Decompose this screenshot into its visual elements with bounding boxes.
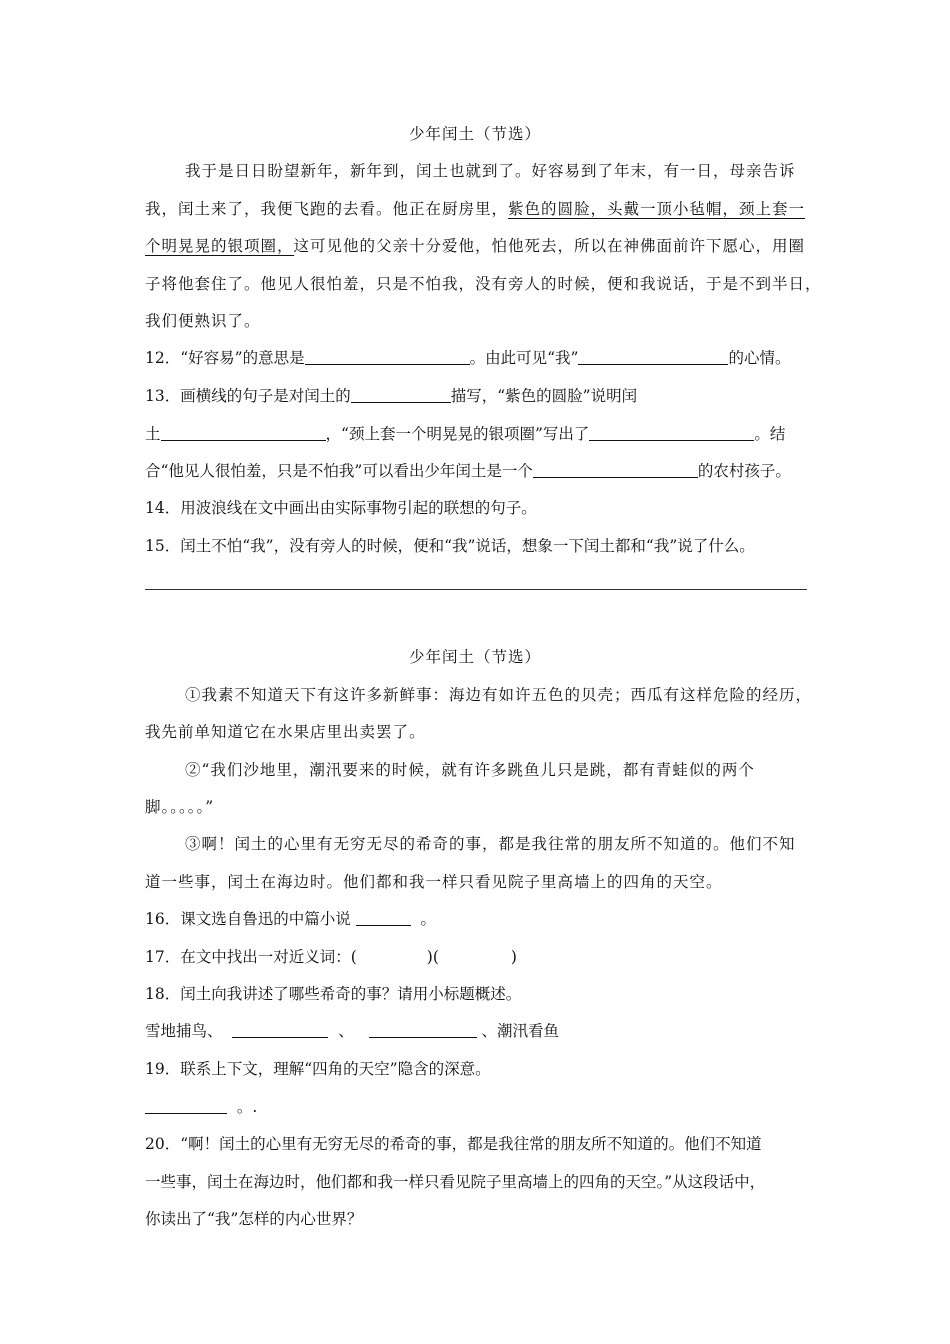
answer-blank[interactable] <box>305 348 470 365</box>
passage1-line: 子将他套住了。他见人很怕羞，只是不怕我，没有旁人的时候，便和我说话，于是不到半日， <box>145 275 822 293</box>
passage2-line: ②“我们沙地里，潮汛要来的时候，就有许多跳鱼儿只是跳，都有青蛙似的两个 <box>185 761 755 779</box>
question-text: 雪地捕鸟、 <box>145 1022 223 1040</box>
question-19: 19．联系上下文，理解“四角的天空”隐含的深意。 <box>145 1060 491 1078</box>
question-text: 。结 <box>754 425 786 443</box>
question-text: 土 <box>145 425 161 443</box>
passage1-title: 少年闰土（节选） <box>408 125 541 143</box>
question-15: 15．闰土不怕“我”，没有旁人的时候，便和“我”说话，想象一下闰土都和“我”说了什么。 <box>145 537 755 555</box>
passage2-line: 我先前单知道它在水果店里出卖罢了。 <box>145 723 426 741</box>
passage1-line <box>145 235 815 257</box>
question-17 <box>145 946 815 968</box>
answer-blank[interactable] <box>533 461 698 478</box>
passage1-line: 我们便熟识了。 <box>145 312 261 330</box>
question-16 <box>145 908 815 930</box>
answer-blank[interactable] <box>578 348 728 365</box>
question-text: 描写，“紫色的圆脸”说明闰 <box>450 387 638 405</box>
answer-blank[interactable] <box>369 1021 477 1038</box>
question-text: 。由此可见“我” <box>469 349 579 367</box>
question-text: )( <box>426 948 439 966</box>
question-13-cont <box>145 460 815 482</box>
question-13-cont <box>145 423 815 445</box>
passage2-line: ③啊！闰土的心里有无穷无尽的希奇的事，都是我往常的朋友所不知道的。他们不知 <box>185 835 796 853</box>
question-13 <box>145 385 815 407</box>
answer-blank[interactable] <box>232 1021 328 1038</box>
passage2-line: 道一些事，闰土在海边时。他们都和我一样只看见院子里高墙上的四角的天空。 <box>145 873 723 891</box>
question-text: 。 <box>420 910 437 928</box>
question-text: 12．“好容易”的意思是 <box>145 349 305 367</box>
question-14: 14．用波浪线在文中画出由实际事物引起的联想的句子。 <box>145 499 537 517</box>
question-text: 合“他见人很怕羞，只是不怕我”可以看出少年闰土是一个 <box>145 462 533 480</box>
question-text: 16．课文选自鲁迅的中篇小说 <box>145 910 351 928</box>
question-18-answer <box>145 1020 815 1042</box>
question-text: 13．画横线的句子是对闰土的 <box>145 387 351 405</box>
underlined-sentence: 紫色的圆脸，头戴一顶小毡帽，颈上套一 <box>508 200 806 218</box>
question-text: 的农村孩子。 <box>697 462 791 480</box>
answer-blank[interactable] <box>351 386 451 403</box>
question-text: ，“颈上套一个明晃晃的银项圈”写出了 <box>325 425 590 443</box>
passage-text: 这可见他的父亲十分爱他，怕他死去，所以在神佛面前许下愿心，用圈 <box>293 237 806 255</box>
passage2-line: ①我素不知道天下有这许多新鲜事：海边有如许五色的贝壳；西瓜有这样危险的经历， <box>185 686 813 704</box>
question-text: 、 <box>338 1022 354 1040</box>
question-20: 20．“啊！闰土的心里有无穷无尽的希奇的事，都是我往常的朋友所不知道的。他们不知道 <box>145 1135 762 1153</box>
answer-blank[interactable] <box>589 424 754 441</box>
underlined-sentence: 个明晃晃的银项圈， <box>145 237 294 255</box>
passage1-line <box>145 198 815 220</box>
question-text: 。. <box>236 1098 258 1116</box>
question-12 <box>145 347 815 369</box>
passage-text: 我，闰土来了，我便飞跑的去看。他正在厨房里， <box>145 200 509 218</box>
answer-blank[interactable] <box>161 424 326 441</box>
question-18: 18．闰土向我讲述了哪些希奇的事？请用小标题概述。 <box>145 985 522 1003</box>
question-text: 17．在文中找出一对近义词：( <box>145 948 357 966</box>
question-text: 的心情。 <box>728 349 791 367</box>
passage2-line: 脚。。。。。” <box>145 798 215 816</box>
question-text: ) <box>510 948 517 966</box>
passage1-line: 我于是日日盼望新年，新年到，闰土也就到了。好容易到了年末，有一日，母亲告诉 <box>185 162 796 180</box>
answer-blank[interactable] <box>356 909 411 926</box>
question-text: 、潮汛看鱼 <box>481 1022 559 1040</box>
answer-line[interactable] <box>145 589 807 590</box>
passage2-title: 少年闰土（节选） <box>408 648 541 666</box>
question-20-cont: 一些事，闰土在海边时，他们都和我一样只看见院子里高墙上的四角的天空。”从这段话中， <box>145 1173 766 1191</box>
question-20-cont: 你读出了“我”怎样的内心世界？ <box>145 1210 363 1228</box>
question-19-answer <box>145 1096 815 1118</box>
answer-blank[interactable] <box>145 1097 227 1114</box>
